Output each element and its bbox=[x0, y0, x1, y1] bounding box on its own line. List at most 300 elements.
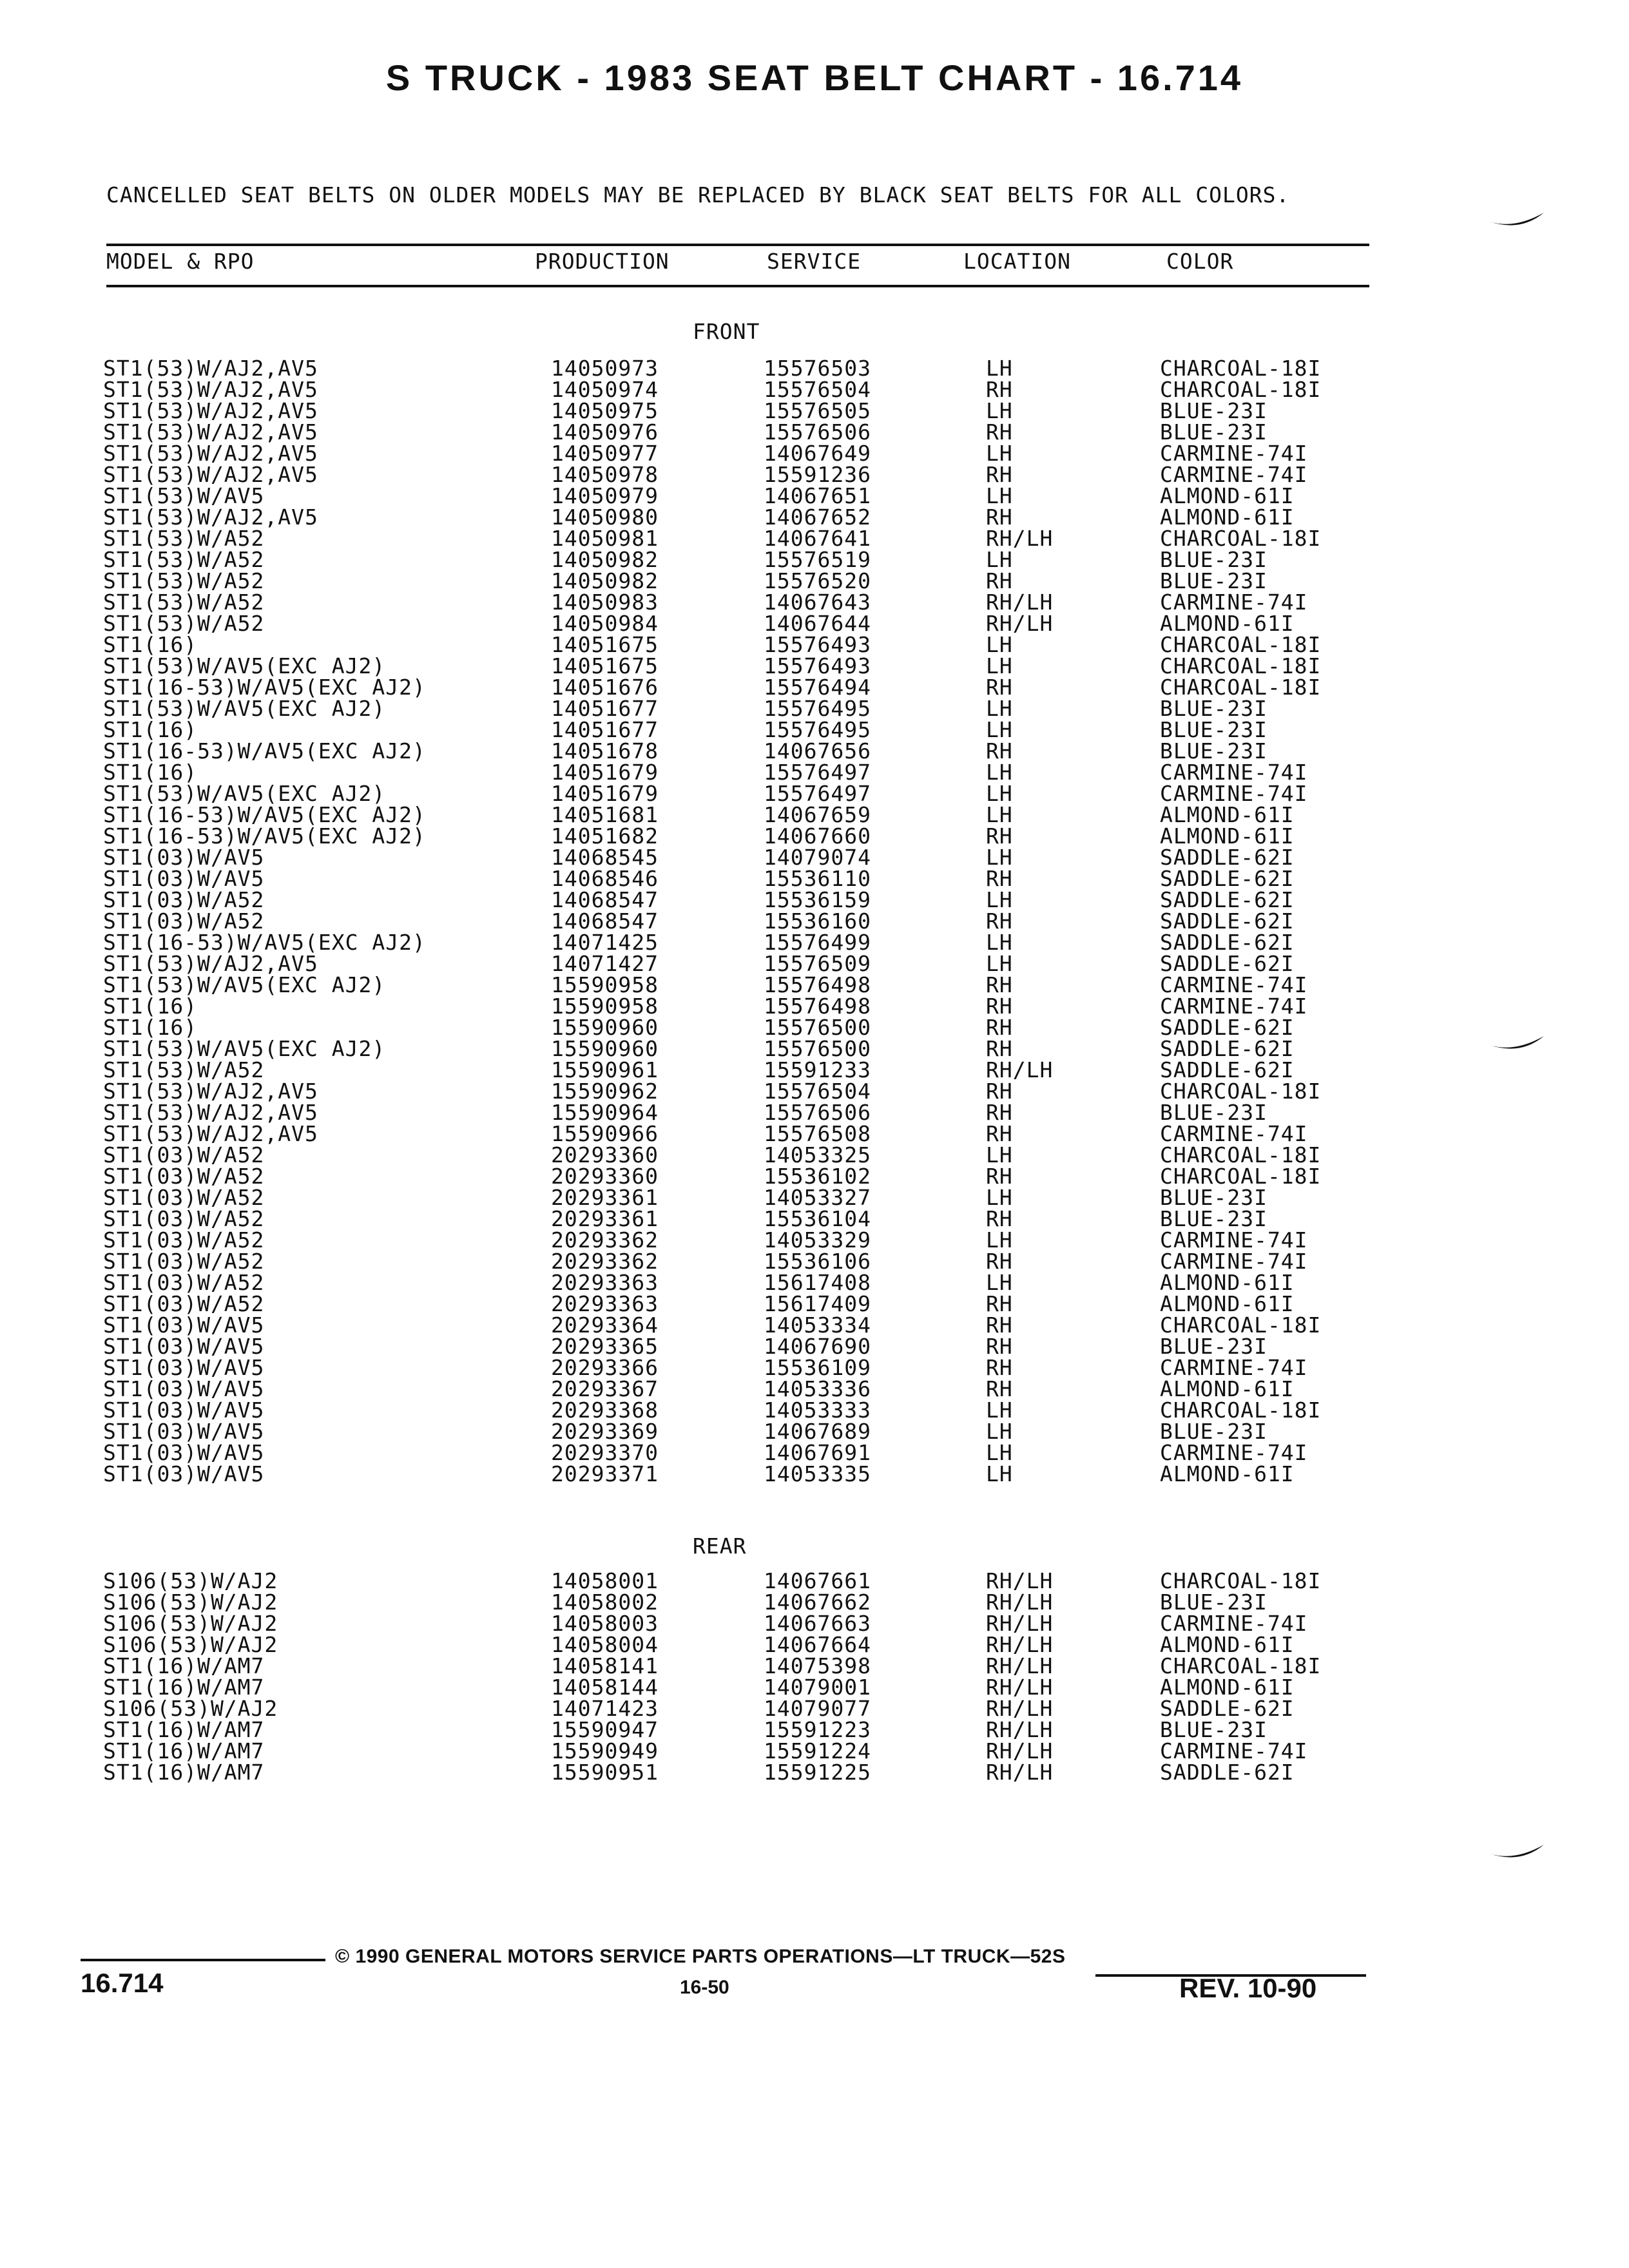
binder-mark bbox=[1489, 207, 1547, 233]
location-cell: LH bbox=[986, 632, 1013, 657]
column-header-color: COLOR bbox=[1166, 249, 1234, 274]
production-part-cell: 15590960 bbox=[551, 1036, 659, 1061]
model-rpo-cell: ST1(53)W/A52 bbox=[103, 611, 265, 636]
column-header-production: PRODUCTION bbox=[535, 249, 670, 274]
footer-copyright: © 1990 GENERAL MOTORS SERVICE PARTS OPERATIONS—LT TRUCK—52S bbox=[335, 1946, 1066, 1967]
service-part-cell: 15576508 bbox=[764, 1121, 871, 1146]
service-part-cell: 15536159 bbox=[764, 887, 871, 912]
table-row bbox=[0, 379, 1629, 400]
production-part-cell: 15590958 bbox=[551, 994, 659, 1019]
production-part-cell: 14050975 bbox=[551, 398, 659, 423]
location-cell: RH bbox=[986, 419, 1013, 445]
service-part-cell: 15576504 bbox=[764, 377, 871, 402]
service-part-cell: 15576498 bbox=[764, 972, 871, 997]
production-part-cell: 14050981 bbox=[551, 526, 659, 551]
production-part-cell: 20293362 bbox=[551, 1227, 659, 1253]
model-rpo-cell: ST1(53)W/A52 bbox=[103, 526, 265, 551]
table-row bbox=[0, 889, 1629, 910]
color-cell: CARMINE-74I bbox=[1160, 1227, 1308, 1253]
service-part-cell: 14053327 bbox=[764, 1185, 871, 1210]
location-cell: LH bbox=[986, 696, 1013, 721]
production-part-cell: 14051675 bbox=[551, 632, 659, 657]
service-part-cell: 15536102 bbox=[764, 1164, 871, 1189]
location-cell: LH bbox=[986, 653, 1013, 678]
production-part-cell: 14050984 bbox=[551, 611, 659, 636]
location-cell: RH bbox=[986, 568, 1013, 593]
service-part-cell: 14067651 bbox=[764, 483, 871, 508]
service-part-cell: 14067663 bbox=[764, 1611, 871, 1636]
table-row bbox=[0, 655, 1629, 677]
location-cell: RH bbox=[986, 1206, 1013, 1231]
model-rpo-cell: ST1(53)W/A52 bbox=[103, 1057, 265, 1082]
production-part-cell: 20293363 bbox=[551, 1291, 659, 1316]
binder-mark bbox=[1489, 1840, 1547, 1865]
service-part-cell: 15536110 bbox=[764, 866, 871, 891]
model-rpo-cell: S106(53)W/AJ2 bbox=[103, 1590, 278, 1615]
color-cell: BLUE-23I bbox=[1160, 419, 1268, 445]
table-row bbox=[0, 506, 1629, 528]
table-row bbox=[0, 1762, 1629, 1783]
location-cell: RH bbox=[986, 866, 1013, 891]
service-part-cell: 14067689 bbox=[764, 1419, 871, 1444]
model-rpo-cell: ST1(53)W/A52 bbox=[103, 568, 265, 593]
location-cell: LH bbox=[986, 1227, 1013, 1253]
production-part-cell: 14051682 bbox=[551, 823, 659, 849]
table-row bbox=[0, 783, 1629, 804]
service-part-cell: 14067661 bbox=[764, 1568, 871, 1593]
location-cell: RH bbox=[986, 462, 1013, 487]
table-row bbox=[0, 464, 1629, 485]
production-part-cell: 14051677 bbox=[551, 717, 659, 742]
model-rpo-cell: ST1(03)W/A52 bbox=[103, 1270, 265, 1295]
table-row bbox=[0, 1017, 1629, 1038]
table-row bbox=[0, 1102, 1629, 1123]
table-row bbox=[0, 1081, 1629, 1102]
color-cell: CHARCOAL-18I bbox=[1160, 377, 1322, 402]
service-part-cell: 15576500 bbox=[764, 1015, 871, 1040]
color-cell: ALMOND-61I bbox=[1160, 1291, 1295, 1316]
production-part-cell: 15590961 bbox=[551, 1057, 659, 1082]
location-cell: RH bbox=[986, 972, 1013, 997]
service-part-cell: 15576498 bbox=[764, 994, 871, 1019]
color-cell: BLUE-23I bbox=[1160, 1590, 1268, 1615]
production-part-cell: 20293361 bbox=[551, 1206, 659, 1231]
production-part-cell: 20293371 bbox=[551, 1461, 659, 1486]
model-rpo-cell: ST1(16)W/AM7 bbox=[103, 1675, 265, 1700]
table-row bbox=[0, 1166, 1629, 1187]
model-rpo-cell: ST1(53)W/AV5(EXC AJ2) bbox=[103, 781, 386, 806]
production-part-cell: 20293362 bbox=[551, 1249, 659, 1274]
production-part-cell: 14071425 bbox=[551, 930, 659, 955]
service-part-cell: 14067664 bbox=[764, 1632, 871, 1657]
service-part-cell: 15536104 bbox=[764, 1206, 871, 1231]
color-cell: ALMOND-61I bbox=[1160, 483, 1295, 508]
color-cell: CARMINE-74I bbox=[1160, 1738, 1308, 1763]
location-cell: RH/LH bbox=[986, 526, 1054, 551]
color-cell: BLUE-23I bbox=[1160, 568, 1268, 593]
table-row bbox=[0, 1634, 1629, 1655]
service-part-cell: 14079074 bbox=[764, 845, 871, 870]
color-cell: ALMOND-61I bbox=[1160, 1675, 1295, 1700]
model-rpo-cell: ST1(53)W/A52 bbox=[103, 547, 265, 572]
service-part-cell: 14067662 bbox=[764, 1590, 871, 1615]
section-label-front: FRONT bbox=[693, 319, 760, 344]
footer-page-number: 16.714 bbox=[81, 1968, 164, 1998]
production-part-cell: 14058144 bbox=[551, 1675, 659, 1700]
service-part-cell: 15576494 bbox=[764, 675, 871, 700]
location-cell: RH bbox=[986, 675, 1013, 700]
service-part-cell: 15576509 bbox=[764, 951, 871, 976]
table-row bbox=[0, 974, 1629, 995]
service-part-cell: 15536160 bbox=[764, 908, 871, 934]
color-cell: CARMINE-74I bbox=[1160, 441, 1308, 466]
table-row bbox=[0, 1463, 1629, 1485]
location-cell: RH bbox=[986, 505, 1013, 530]
service-part-cell: 15617408 bbox=[764, 1270, 871, 1295]
model-rpo-cell: ST1(03)W/AV5 bbox=[103, 845, 265, 870]
service-part-cell: 15591225 bbox=[764, 1760, 871, 1785]
table-row bbox=[0, 570, 1629, 591]
service-part-cell: 14067660 bbox=[764, 823, 871, 849]
production-part-cell: 14051677 bbox=[551, 696, 659, 721]
section-label-rear: REAR bbox=[693, 1533, 747, 1559]
model-rpo-cell: ST1(03)W/A52 bbox=[103, 1291, 265, 1316]
model-rpo-cell: ST1(16) bbox=[103, 632, 198, 657]
table-row bbox=[0, 740, 1629, 762]
service-part-cell: 15576500 bbox=[764, 1036, 871, 1061]
table-row bbox=[0, 1038, 1629, 1059]
production-part-cell: 14050974 bbox=[551, 377, 659, 402]
color-cell: ALMOND-61I bbox=[1160, 611, 1295, 636]
table-row bbox=[0, 1719, 1629, 1740]
location-cell: RH/LH bbox=[986, 1760, 1054, 1785]
model-rpo-cell: ST1(16)W/AM7 bbox=[103, 1760, 265, 1785]
color-cell: CHARCOAL-18I bbox=[1160, 1312, 1322, 1338]
table-row bbox=[0, 1570, 1629, 1591]
table-row bbox=[0, 1613, 1629, 1634]
table-row bbox=[0, 1251, 1629, 1272]
table-row bbox=[0, 1591, 1629, 1613]
location-cell: RH bbox=[986, 994, 1013, 1019]
model-rpo-cell: ST1(03)W/A52 bbox=[103, 1206, 265, 1231]
color-cell: BLUE-23I bbox=[1160, 696, 1268, 721]
model-rpo-cell: ST1(16) bbox=[103, 1015, 198, 1040]
table-row bbox=[0, 719, 1629, 740]
table-row bbox=[0, 677, 1629, 698]
table-row bbox=[0, 1272, 1629, 1293]
location-cell: RH/LH bbox=[986, 1057, 1054, 1082]
production-part-cell: 20293365 bbox=[551, 1334, 659, 1359]
production-part-cell: 15590947 bbox=[551, 1717, 659, 1742]
location-cell: LH bbox=[986, 398, 1013, 423]
service-part-cell: 14067691 bbox=[764, 1440, 871, 1465]
location-cell: RH bbox=[986, 1249, 1013, 1274]
model-rpo-cell: ST1(53)W/AJ2,AV5 bbox=[103, 1079, 318, 1104]
service-part-cell: 14067652 bbox=[764, 505, 871, 530]
model-rpo-cell: ST1(16) bbox=[103, 760, 198, 785]
production-part-cell: 14058001 bbox=[551, 1568, 659, 1593]
color-cell: ALMOND-61I bbox=[1160, 1376, 1295, 1401]
color-cell: ALMOND-61I bbox=[1160, 1270, 1295, 1295]
color-cell: CHARCOAL-18I bbox=[1160, 653, 1322, 678]
table-row bbox=[0, 825, 1629, 847]
table-row bbox=[0, 910, 1629, 932]
production-part-cell: 20293370 bbox=[551, 1440, 659, 1465]
model-rpo-cell: ST1(03)W/AV5 bbox=[103, 866, 265, 891]
color-cell: SADDLE-62I bbox=[1160, 951, 1295, 976]
service-part-cell: 14075398 bbox=[764, 1653, 871, 1678]
table-row bbox=[0, 1187, 1629, 1208]
service-part-cell: 15591233 bbox=[764, 1057, 871, 1082]
table-row bbox=[0, 443, 1629, 464]
location-cell: RH/LH bbox=[986, 1675, 1054, 1700]
production-part-cell: 14050982 bbox=[551, 547, 659, 572]
production-part-cell: 14050983 bbox=[551, 590, 659, 615]
production-part-cell: 14051679 bbox=[551, 760, 659, 785]
model-rpo-cell: ST1(16-53)W/AV5(EXC AJ2) bbox=[103, 675, 426, 700]
production-part-cell: 20293360 bbox=[551, 1164, 659, 1189]
location-cell: LH bbox=[986, 781, 1013, 806]
production-part-cell: 14050978 bbox=[551, 462, 659, 487]
color-cell: CHARCOAL-18I bbox=[1160, 1079, 1322, 1104]
color-cell: ALMOND-61I bbox=[1160, 505, 1295, 530]
location-cell: LH bbox=[986, 1142, 1013, 1168]
production-part-cell: 14050982 bbox=[551, 568, 659, 593]
location-cell: LH bbox=[986, 1461, 1013, 1486]
model-rpo-cell: ST1(16)W/AM7 bbox=[103, 1738, 265, 1763]
binder-mark bbox=[1489, 1031, 1547, 1057]
service-part-cell: 15576504 bbox=[764, 1079, 871, 1104]
location-cell: RH bbox=[986, 1355, 1013, 1380]
table-row bbox=[0, 1144, 1629, 1166]
location-cell: RH bbox=[986, 823, 1013, 849]
production-part-cell: 14051681 bbox=[551, 802, 659, 827]
service-part-cell: 15576506 bbox=[764, 1100, 871, 1125]
table-row bbox=[0, 1677, 1629, 1698]
production-part-cell: 14051679 bbox=[551, 781, 659, 806]
service-part-cell: 14067659 bbox=[764, 802, 871, 827]
color-cell: SADDLE-62I bbox=[1160, 1015, 1295, 1040]
color-cell: CHARCOAL-18I bbox=[1160, 1398, 1322, 1423]
location-cell: RH/LH bbox=[986, 590, 1054, 615]
service-part-cell: 14053335 bbox=[764, 1461, 871, 1486]
model-rpo-cell: S106(53)W/AJ2 bbox=[103, 1611, 278, 1636]
model-rpo-cell: ST1(53)W/AJ2,AV5 bbox=[103, 356, 318, 381]
production-part-cell: 14050979 bbox=[551, 483, 659, 508]
color-cell: SADDLE-62I bbox=[1160, 908, 1295, 934]
table-row bbox=[0, 528, 1629, 549]
color-cell: CHARCOAL-18I bbox=[1160, 632, 1322, 657]
model-rpo-cell: S106(53)W/AJ2 bbox=[103, 1632, 278, 1657]
footer-left-rule bbox=[81, 1959, 325, 1961]
production-part-cell: 14068547 bbox=[551, 908, 659, 934]
table-row bbox=[0, 1421, 1629, 1442]
location-cell: RH bbox=[986, 1015, 1013, 1040]
location-cell: LH bbox=[986, 441, 1013, 466]
model-rpo-cell: ST1(53)W/AJ2,AV5 bbox=[103, 419, 318, 445]
model-rpo-cell: ST1(03)W/AV5 bbox=[103, 1355, 265, 1380]
table-row bbox=[0, 932, 1629, 953]
service-part-cell: 14053325 bbox=[764, 1142, 871, 1168]
service-part-cell: 15576493 bbox=[764, 632, 871, 657]
table-row bbox=[0, 1314, 1629, 1336]
location-cell: LH bbox=[986, 1270, 1013, 1295]
service-part-cell: 15576497 bbox=[764, 781, 871, 806]
model-rpo-cell: ST1(03)W/AV5 bbox=[103, 1398, 265, 1423]
production-part-cell: 20293366 bbox=[551, 1355, 659, 1380]
table-row bbox=[0, 421, 1629, 443]
color-cell: CARMINE-74I bbox=[1160, 781, 1308, 806]
color-cell: ALMOND-61I bbox=[1160, 823, 1295, 849]
color-cell: SADDLE-62I bbox=[1160, 887, 1295, 912]
model-rpo-cell: ST1(03)W/AV5 bbox=[103, 1312, 265, 1338]
footer-page-code: 16-50 bbox=[680, 1977, 729, 1998]
color-cell: SADDLE-62I bbox=[1160, 1036, 1295, 1061]
table-row bbox=[0, 1698, 1629, 1719]
table-row bbox=[0, 549, 1629, 570]
service-part-cell: 15576499 bbox=[764, 930, 871, 955]
table-row bbox=[0, 953, 1629, 974]
column-header-location: LOCATION bbox=[963, 249, 1071, 274]
header-top-rule bbox=[106, 244, 1369, 246]
table-row bbox=[0, 1208, 1629, 1229]
model-rpo-cell: ST1(53)W/AV5(EXC AJ2) bbox=[103, 696, 386, 721]
location-cell: LH bbox=[986, 1419, 1013, 1444]
model-rpo-cell: ST1(16-53)W/AV5(EXC AJ2) bbox=[103, 930, 426, 955]
color-cell: BLUE-23I bbox=[1160, 738, 1268, 764]
table-row bbox=[0, 613, 1629, 634]
table-row bbox=[0, 804, 1629, 825]
table-row bbox=[0, 1740, 1629, 1762]
location-cell: LH bbox=[986, 1440, 1013, 1465]
location-cell: RH bbox=[986, 1036, 1013, 1061]
location-cell: LH bbox=[986, 717, 1013, 742]
column-header-service: SERVICE bbox=[767, 249, 862, 274]
table-row bbox=[0, 1336, 1629, 1357]
service-part-cell: 14079077 bbox=[764, 1696, 871, 1721]
location-cell: RH bbox=[986, 1291, 1013, 1316]
color-cell: BLUE-23I bbox=[1160, 1334, 1268, 1359]
table-row bbox=[0, 1357, 1629, 1378]
color-cell: CARMINE-74I bbox=[1160, 994, 1308, 1019]
production-part-cell: 14050977 bbox=[551, 441, 659, 466]
model-rpo-cell: ST1(53)W/AV5 bbox=[103, 483, 265, 508]
location-cell: LH bbox=[986, 887, 1013, 912]
color-cell: CARMINE-74I bbox=[1160, 1440, 1308, 1465]
service-part-cell: 14067656 bbox=[764, 738, 871, 764]
table-row bbox=[0, 1123, 1629, 1144]
service-part-cell: 15576493 bbox=[764, 653, 871, 678]
color-cell: SADDLE-62I bbox=[1160, 930, 1295, 955]
model-rpo-cell: ST1(16-53)W/AV5(EXC AJ2) bbox=[103, 802, 426, 827]
production-part-cell: 15590949 bbox=[551, 1738, 659, 1763]
location-cell: LH bbox=[986, 802, 1013, 827]
service-part-cell: 15576520 bbox=[764, 568, 871, 593]
color-cell: CARMINE-74I bbox=[1160, 462, 1308, 487]
location-cell: LH bbox=[986, 547, 1013, 572]
color-cell: CARMINE-74I bbox=[1160, 1121, 1308, 1146]
production-part-cell: 14050973 bbox=[551, 356, 659, 381]
service-part-cell: 15576503 bbox=[764, 356, 871, 381]
model-rpo-cell: S106(53)W/AJ2 bbox=[103, 1568, 278, 1593]
color-cell: ALMOND-61I bbox=[1160, 1632, 1295, 1657]
model-rpo-cell: ST1(03)W/A52 bbox=[103, 1227, 265, 1253]
production-part-cell: 20293364 bbox=[551, 1312, 659, 1338]
model-rpo-cell: ST1(03)W/AV5 bbox=[103, 1461, 265, 1486]
location-cell: RH/LH bbox=[986, 611, 1054, 636]
color-cell: CARMINE-74I bbox=[1160, 760, 1308, 785]
service-part-cell: 14067690 bbox=[764, 1334, 871, 1359]
table-row bbox=[0, 847, 1629, 868]
location-cell: LH bbox=[986, 760, 1013, 785]
color-cell: SADDLE-62I bbox=[1160, 845, 1295, 870]
production-part-cell: 14051676 bbox=[551, 675, 659, 700]
production-part-cell: 14068545 bbox=[551, 845, 659, 870]
service-part-cell: 15591236 bbox=[764, 462, 871, 487]
model-rpo-cell: ST1(03)W/AV5 bbox=[103, 1334, 265, 1359]
model-rpo-cell: ST1(53)W/AJ2,AV5 bbox=[103, 398, 318, 423]
service-part-cell: 15617409 bbox=[764, 1291, 871, 1316]
production-part-cell: 14068547 bbox=[551, 887, 659, 912]
location-cell: RH/LH bbox=[986, 1717, 1054, 1742]
location-cell: RH/LH bbox=[986, 1590, 1054, 1615]
location-cell: RH/LH bbox=[986, 1632, 1054, 1657]
model-rpo-cell: ST1(16-53)W/AV5(EXC AJ2) bbox=[103, 738, 426, 764]
color-cell: CHARCOAL-18I bbox=[1160, 1568, 1322, 1593]
production-part-cell: 20293367 bbox=[551, 1376, 659, 1401]
model-rpo-cell: ST1(03)W/A52 bbox=[103, 1249, 265, 1274]
model-rpo-cell: ST1(53)W/AJ2,AV5 bbox=[103, 505, 318, 530]
color-cell: BLUE-23I bbox=[1160, 1185, 1268, 1210]
service-part-cell: 15576506 bbox=[764, 419, 871, 445]
table-row bbox=[0, 868, 1629, 889]
service-part-cell: 15576505 bbox=[764, 398, 871, 423]
header-bottom-rule bbox=[106, 285, 1369, 287]
color-cell: ALMOND-61I bbox=[1160, 1461, 1295, 1486]
color-cell: CHARCOAL-18I bbox=[1160, 356, 1322, 381]
color-cell: CHARCOAL-18I bbox=[1160, 1653, 1322, 1678]
location-cell: RH/LH bbox=[986, 1653, 1054, 1678]
location-cell: RH/LH bbox=[986, 1738, 1054, 1763]
table-row bbox=[0, 1442, 1629, 1463]
location-cell: RH bbox=[986, 1334, 1013, 1359]
production-part-cell: 20293363 bbox=[551, 1270, 659, 1295]
table-row bbox=[0, 485, 1629, 506]
table-row bbox=[0, 698, 1629, 719]
location-cell: RH bbox=[986, 1100, 1013, 1125]
color-cell: CHARCOAL-18I bbox=[1160, 526, 1322, 551]
color-cell: BLUE-23I bbox=[1160, 1100, 1268, 1125]
production-part-cell: 14068546 bbox=[551, 866, 659, 891]
service-part-cell: 14067641 bbox=[764, 526, 871, 551]
service-part-cell: 15591223 bbox=[764, 1717, 871, 1742]
color-cell: CARMINE-74I bbox=[1160, 1355, 1308, 1380]
service-part-cell: 15576495 bbox=[764, 717, 871, 742]
location-cell: LH bbox=[986, 1398, 1013, 1423]
model-rpo-cell: ST1(03)W/A52 bbox=[103, 1164, 265, 1189]
model-rpo-cell: ST1(53)W/AV5(EXC AJ2) bbox=[103, 972, 386, 997]
color-cell: ALMOND-61I bbox=[1160, 802, 1295, 827]
location-cell: RH bbox=[986, 908, 1013, 934]
table-row bbox=[0, 1378, 1629, 1399]
table-row bbox=[0, 762, 1629, 783]
color-cell: SADDLE-62I bbox=[1160, 866, 1295, 891]
color-cell: SADDLE-62I bbox=[1160, 1760, 1295, 1785]
production-part-cell: 14058003 bbox=[551, 1611, 659, 1636]
location-cell: LH bbox=[986, 356, 1013, 381]
color-cell: CHARCOAL-18I bbox=[1160, 675, 1322, 700]
location-cell: RH bbox=[986, 1164, 1013, 1189]
